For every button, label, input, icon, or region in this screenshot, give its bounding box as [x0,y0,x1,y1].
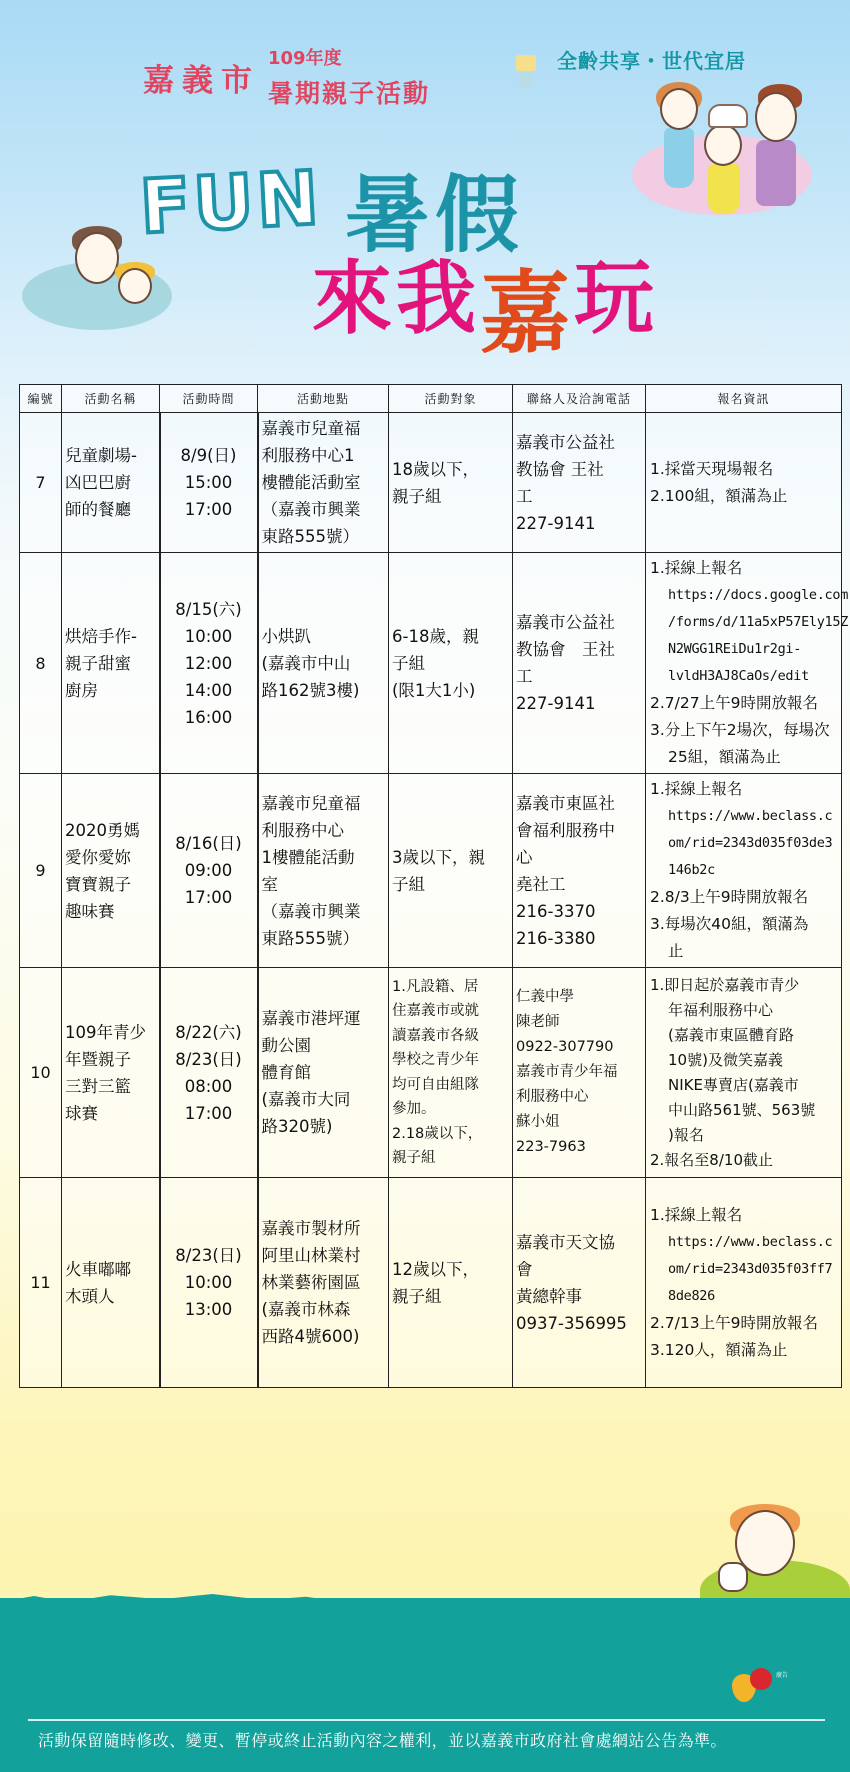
target-line: 1.凡設籍、居 [392,978,479,995]
registration-url-line[interactable]: https://docs.google.com [668,587,849,603]
target-line: 子組 [392,653,425,673]
place-line: 樓體能活動室 [261,473,361,492]
activity-table [19,384,849,1388]
cell-no: 10 [20,968,62,1178]
slogan: 全齡共享・世代宜居 [557,49,746,73]
name-line: 趣味賽 [65,901,115,921]
registration-url-line[interactable]: lvldH3AJ8CaOs/edit [668,668,809,684]
come-play-text-b: 玩 [574,252,658,345]
contact-line: 教協會 王社 [516,459,604,479]
cell-place [258,413,389,553]
contact-line: 嘉義市青少年福 [516,1064,618,1080]
registration-continuation: 年福利服務中心 [668,1000,774,1019]
table-row [20,774,842,968]
name-line: 親子甜蜜 [65,653,131,673]
target-line: 12歲以下， [392,1259,479,1279]
contact-line: 蘇小姐 [516,1114,560,1130]
cell-name [62,774,160,968]
target-line: 親子組 [392,1286,442,1306]
contact-line: 嘉義市公益社 [516,613,615,632]
place-line: 嘉義市製材所 [261,1219,361,1238]
cell-time [160,1178,258,1388]
cell-target [389,774,513,968]
place-line: 嘉義市兒童福 [261,419,361,438]
registration-url-line[interactable]: 8de826 [668,1287,715,1304]
name-line: 109年青少 [65,1022,146,1042]
registration-item: 2.7/27上午9時開放報名 [650,694,818,712]
target-line: 學校之青少年 [392,1052,479,1068]
registration-item: 2.報名至8/10截止 [650,1150,773,1169]
fun-title: FUN [137,155,324,251]
place-line: 西路4號600) [261,1327,360,1346]
footer-divider [28,1719,825,1721]
registration-url-line[interactable]: https://www.beclass.c [668,1233,833,1250]
place-line: 東路555號） [261,527,359,546]
dad-sweater [756,140,796,206]
cell-registration [646,774,842,968]
registration-item: 3.120人，額滿為止 [650,1340,788,1359]
time-line: 8/23(日) [175,1246,242,1265]
name-line: 年暨親子 [65,1049,131,1069]
header-contact: 聯絡人及洽詢電話 [513,385,646,413]
registration-url-line[interactable]: om/rid=2343d035f03de3 [668,835,833,851]
header-name: 活動名稱 [62,385,160,413]
registration-continuation: 10號)及微笑嘉義 [668,1050,783,1069]
cell-no: 8 [20,553,62,774]
header-target: 活動對象 [389,385,513,413]
cell-contact [513,968,646,1178]
contact-line: 黃總幹事 [516,1286,582,1306]
red-heart-icon [750,1668,772,1690]
registration-continuation: 中山路561號、563號 [668,1100,816,1119]
cell-registration [646,968,842,1178]
registration-item: 3.每場次40組，額滿為 [650,915,809,933]
target-line: 均可自由組隊 [392,1076,479,1093]
target-line: 子組 [392,874,425,894]
cell-name [62,968,160,1178]
name-line: 愛你愛妳 [65,847,131,867]
place-line: 小烘趴 [261,626,311,646]
cell-target [389,413,513,553]
target-line: (限1大1小) [392,680,476,700]
cell-time [160,553,258,774]
contact-line: 工 [516,486,533,506]
time-line: 8/9(日) [180,446,237,465]
registration-url-line[interactable]: N2WGG1REiDu1r2gi- [668,641,802,657]
cat-illustration [718,1562,748,1592]
place-line: 東路555號） [261,928,359,948]
registration-continuation: 25組，額滿為止 [668,748,781,766]
cell-place [258,1178,389,1388]
place-line: 路320號) [261,1117,333,1136]
girl-illustration [118,268,152,304]
registration-item: 1.即日起於嘉義市青少 [650,975,800,994]
target-line: 親子組 [392,486,442,506]
registration-continuation: 止 [668,942,684,960]
place-line: 阿里山林業村 [261,1246,361,1265]
name-line: 廚房 [65,680,98,700]
registration-item: 2.8/3上午9時開放報名 [650,888,809,906]
contact-line: 嘉義市東區社 [516,793,615,813]
contact-line: 仁義中學 [516,989,574,1005]
name-line: 寶寶親子 [65,874,131,894]
name-line: 烘焙手作- [65,626,137,646]
place-line: 嘉義市港坪運 [261,1009,361,1028]
contact-line: 利服務中心 [516,1089,589,1105]
poster-header [0,0,850,375]
cell-registration [646,1178,842,1388]
registration-item: 1.採線上報名 [650,1205,743,1224]
place-line: 路162號3樓) [261,680,360,700]
registration-continuation: (嘉義市東區體育路 [668,1025,794,1044]
contact-line: 嘉義市天文協 [516,1232,615,1252]
contact-line: 0937-356995 [516,1313,627,1333]
kid-chef-illustration [704,124,742,166]
place-line: 體育館 [261,1063,311,1082]
contact-line: 223-7963 [516,1139,586,1155]
cell-target [389,968,513,1178]
cell-target [389,1178,513,1388]
name-line: 師的餐廳 [65,500,131,519]
name-line: 火車嘟嘟 [65,1259,131,1279]
place-line: 動公園 [261,1036,311,1055]
name-line: 木頭人 [65,1286,115,1306]
target-line: 6-18歲，親 [392,626,479,646]
contact-line: 216-3370 [516,901,596,921]
registration-url-line[interactable]: om/rid=2343d035f03ff7 [668,1260,833,1277]
registration-item: 2.7/13上午9時開放報名 [650,1313,818,1332]
time-line: 15:00 [184,473,233,492]
place-line: （嘉義市興業 [261,901,361,921]
cell-contact [513,413,646,553]
target-line: 2.18歲以下， [392,1125,483,1142]
logo-label: 廣告 [776,1672,789,1679]
contact-line: 教協會 王社 [516,640,615,659]
time-line: 17:00 [184,888,233,907]
header-registration: 報名資訊 [646,385,842,413]
cell-contact [513,1178,646,1388]
registration-item: 3.分上下午2場次，每場次 [650,721,830,739]
time-line: 17:00 [184,1103,233,1123]
jia-highlight: 嘉 [480,261,574,366]
registration-url-line[interactable]: /forms/d/11a5xP57Ely15Z [668,614,849,630]
contact-line: 心 [516,847,533,867]
time-line: 08:00 [184,1076,233,1096]
mom-dress [664,128,694,188]
time-line: 10:00 [184,626,233,646]
city-title: 嘉義市 [143,63,260,99]
cell-name [62,1178,160,1388]
come-play-text-a: 來我 [312,252,480,345]
contact-line: 0922-307790 [516,1039,614,1055]
contact-line: 會福利服務中 [516,820,615,840]
come-play-title [312,222,658,366]
registration-continuation: )報名 [668,1125,704,1144]
registration-item: 1.採線上報名 [650,780,743,798]
event-subtitle: 暑期親子活動 [268,79,431,108]
name-line: 球賽 [65,1103,98,1123]
time-line: 10:00 [184,1273,233,1292]
chef-hat-icon [708,104,748,128]
target-line: 參加。 [392,1101,436,1117]
header-time: 活動時間 [160,385,258,413]
time-line: 16:00 [184,707,233,727]
table-row [20,968,842,1178]
table-header-row [20,385,842,413]
cell-time [160,774,258,968]
cell-name [62,413,160,553]
registration-item: 2.100組，額滿為止 [650,486,788,505]
time-line: 8/16(日) [175,834,242,853]
registration-continuation: NIKE專賣店(嘉義市 [668,1075,799,1094]
place-line: 利服務中心 [261,820,344,840]
table-row [20,1178,842,1388]
time-line: 8/22(六) [175,1022,242,1042]
registration-url-line[interactable]: 146b2c [668,862,715,878]
cell-time [160,968,258,1178]
cell-place [258,968,389,1178]
time-line: 13:00 [184,1300,233,1319]
cell-no: 11 [20,1178,62,1388]
cell-target [389,553,513,774]
place-line: 1樓體能活動 [261,847,355,867]
mom-illustration [660,88,698,130]
place-line: (嘉義市林森 [261,1300,351,1319]
cell-registration [646,413,842,553]
cell-contact [513,774,646,968]
place-line: (嘉義市中山 [261,653,351,673]
cell-place [258,553,389,774]
cell-no: 9 [20,774,62,968]
cell-contact [513,553,646,774]
header-no: 編號 [20,385,62,413]
name-line: 2020勇媽 [65,820,140,840]
contact-line: 陳老師 [516,1014,560,1030]
cell-place [258,774,389,968]
mascot-icon [516,55,536,89]
contact-line: 216-3380 [516,928,596,948]
header-place: 活動地點 [258,385,389,413]
contact-line: 227-9141 [516,513,596,533]
registration-url-line[interactable]: https://www.beclass.c [668,808,833,824]
dad-illustration [75,232,119,284]
dad-chef-illustration [755,92,797,142]
place-line: (嘉義市大同 [261,1090,351,1109]
target-line: 住嘉義市或就 [392,1003,479,1019]
registration-item: 1.採線上報名 [650,559,743,577]
place-line: 林業藝術園區 [261,1273,361,1292]
disclaimer-note: 活動保留隨時修改、變更、暫停或終止活動內容之權利，並以嘉義市政府社會處網站公告為準。 [38,1731,727,1750]
welfare-heart-logo [732,1666,792,1706]
name-line: 凶巴巴廚 [65,473,131,492]
time-line: 8/23(日) [175,1049,242,1069]
registration-item: 1.採當天現場報名 [650,459,774,478]
summer-title: 暑假 [345,166,526,264]
name-line: 三對三籃 [65,1076,131,1096]
contact-line: 堯社工 [516,874,566,894]
cell-time [160,413,258,553]
contact-line: 嘉義市公益社 [516,432,615,452]
target-line: 18歲以下， [392,459,479,479]
target-line: 3歲以下，親 [392,847,485,867]
kid-apron [708,164,740,214]
cell-no: 7 [20,413,62,553]
time-line: 09:00 [184,861,233,880]
contact-line: 227-9141 [516,694,596,713]
place-line: （嘉義市興業 [261,500,361,519]
place-line: 室 [261,874,278,894]
table-row [20,553,842,774]
cell-registration [646,553,849,774]
time-line: 12:00 [184,653,233,673]
year-label: 109年度 [268,48,342,69]
place-line: 利服務中心1 [261,446,355,465]
time-line: 14:00 [184,680,233,700]
target-line: 讀嘉義市各級 [392,1027,479,1044]
time-line: 17:00 [184,500,233,519]
cell-name [62,553,160,774]
place-line: 嘉義市兒童福 [261,793,361,813]
contact-line: 工 [516,667,533,686]
table-row [20,413,842,553]
name-line: 兒童劇場- [65,446,137,465]
target-line: 親子組 [392,1150,436,1166]
contact-line: 會 [516,1259,533,1279]
time-line: 8/15(六) [175,599,242,619]
